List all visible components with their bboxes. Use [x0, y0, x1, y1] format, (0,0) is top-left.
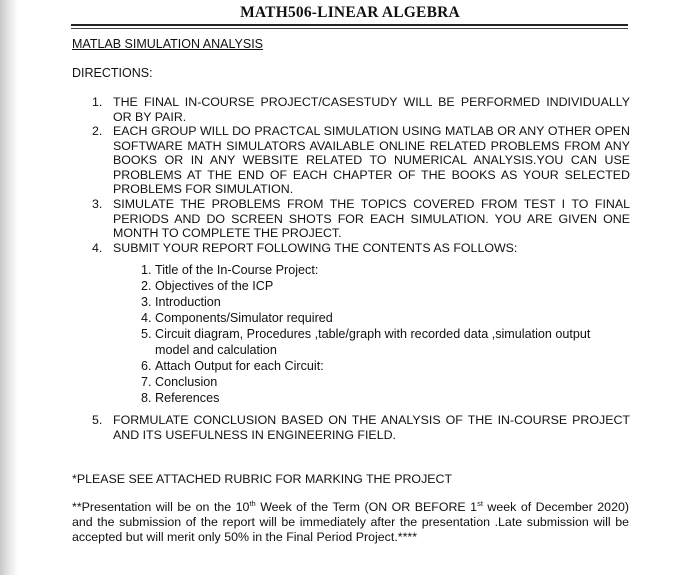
direction-item-4: [92, 241, 630, 256]
subitem-number: 4.: [141, 311, 152, 325]
directions-label: DIRECTIONS:: [72, 66, 153, 80]
item-number: 5.: [92, 413, 103, 427]
section-heading: MATLAB SIMULATION ANALYSIS: [72, 37, 264, 51]
subitem-number: 1.: [141, 263, 152, 277]
item-text: FORMULATE CONCLUSION BASED ON THE ANALYSIS OF THE IN-COURSE PROJECT AND ITS USEFULNESS IN ENGINEERING FIELD.: [113, 413, 630, 442]
presentation-note-part1: **Presentation will be on the 10: [72, 500, 250, 514]
item-number: 1.: [92, 95, 103, 109]
document-title: MATH506-LINEAR ALGEBRA: [240, 4, 460, 21]
subitem-text: Circuit diagram, Procedures ,table/graph with recorded data ,simulation output model and calculation: [155, 327, 591, 357]
subitem-number: 7.: [141, 375, 152, 389]
ordinal-suffix: th: [249, 498, 256, 508]
presentation-note: [72, 500, 629, 545]
item-number: 3.: [92, 197, 103, 211]
item-text: SUBMIT YOUR REPORT FOLLOWING THE CONTENTS AS FOLLOWS:: [113, 241, 518, 255]
direction-item-2: [92, 124, 630, 197]
direction-item-5: [92, 413, 630, 442]
item-number: 4.: [92, 241, 103, 255]
direction-item-3: [92, 197, 630, 241]
subitem-text: Objectives of the ICP: [155, 279, 274, 293]
subitem-text: Components/Simulator required: [155, 311, 333, 325]
report-content-item-4: [141, 310, 611, 326]
rubric-note: *PLEASE SEE ATTACHED RUBRIC FOR MARKING THE PROJECT: [72, 472, 453, 486]
ordinal-suffix: st: [477, 498, 483, 508]
report-content-item-5: [141, 326, 611, 358]
item-number: 2.: [92, 124, 103, 138]
title-rule-thin: [71, 28, 628, 29]
subitem-number: 6.: [141, 359, 152, 373]
subitem-number: 8.: [141, 391, 152, 405]
report-content-item-7: [141, 374, 611, 390]
item-text: SIMULATE THE PROBLEMS FROM THE TOPICS COVERED FROM TEST I TO FINAL PERIODS AND DO SCREEN SHOTS FOR EACH SIMULATION. YOU ARE GIVEN ONE MONTH TO COMPLETE THE PROJECT.: [113, 197, 630, 241]
item-text: THE FINAL IN-COURSE PROJECT/CASESTUDY WILL BE PERFORMED INDIVIDUALLY OR BY PAIR.: [113, 95, 630, 124]
item-text: EACH GROUP WILL DO PRACTCAL SIMULATION USING MATLAB OR ANY OTHER OPEN SOFTWARE MATH SIMULATORS AVAILABLE ONLINE RELATED PROBLEMS FROM ANY BOOKS OR IN ANY WEBSITE RELATED TO NUMERICAL ANALYSIS.YOU CAN USE PROBLEMS AT THE END OF EACH CHAPTER OF THE BOOKS AS YOUR SELECTED PROBLEMS FOR SIMULATION.: [113, 124, 630, 197]
subitem-text: Attach Output for each Circuit:: [155, 359, 324, 373]
report-content-item-2: [141, 278, 611, 294]
report-content-item-1: [141, 262, 611, 278]
report-content-item-8: [141, 390, 611, 406]
subitem-text: Introduction: [155, 295, 221, 309]
direction-item-1: [92, 95, 630, 124]
subitem-text: References: [155, 391, 220, 405]
presentation-note-part3: week of December 2020) and the submission of the report will be immediately after the presentation .Late submission will be accepted but will merit only 50% in the Final Period Project.****: [72, 500, 629, 544]
report-content-item-6: [141, 358, 611, 374]
subitem-text: Title of the In-Course Project:: [155, 263, 319, 277]
subitem-number: 3.: [141, 295, 152, 309]
subitem-number: 5.: [141, 327, 152, 341]
subitem-text: Conclusion: [155, 375, 218, 389]
presentation-note-part2: Week of the Term (ON OR BEFORE 1: [255, 500, 478, 514]
report-content-item-3: [141, 294, 611, 310]
subitem-number: 2.: [141, 279, 152, 293]
title-rule-thick: [71, 24, 628, 26]
page-edge-shadow: [0, 0, 18, 575]
